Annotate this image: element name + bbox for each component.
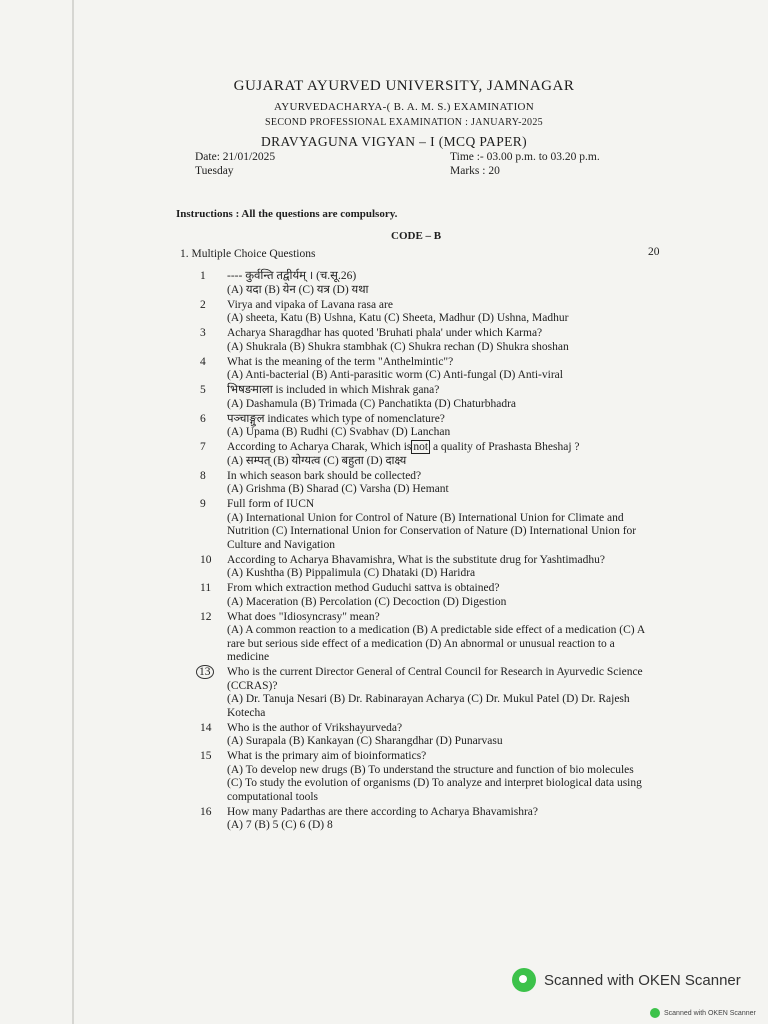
question-options: (A) Grishma (B) Sharad (C) Varsha (D) Hemant xyxy=(227,483,449,495)
question-number: 14 xyxy=(200,721,212,734)
question-text: Acharya Sharagdhar has quoted 'Bruhati phala' under which Karma? xyxy=(227,327,543,339)
question-options: (A) Maceration (B) Percolation (C) Decoction (D) Digestion xyxy=(227,595,507,608)
question-number: 15 xyxy=(200,750,212,762)
question-options: (A) A common reaction to a medication (B) A predictable side effect of a medication (C) A rare but serious side effect of a medication (D) An abnormal or unusual reaction to a medicine xyxy=(227,624,645,663)
scanner-logo-icon xyxy=(512,968,536,992)
question-options: (A) सम्पत् (B) योग्यत्व (C) बहुता (D) दाक्ष्य xyxy=(227,454,407,467)
question-number: 9 xyxy=(200,498,206,510)
question-text: भिषङमाला is included in which Mishrak gana? xyxy=(227,384,440,396)
question-text: In which season bark should be collected? xyxy=(227,469,422,482)
exam-header xyxy=(0,78,768,150)
question-item xyxy=(200,299,650,326)
question-options: (A) Dr. Tanuja Nesari (B) Dr. Rabinarayan Acharya (C) Dr. Mukul Patel (D) Dr. Rajesh Kotecha xyxy=(227,693,630,719)
question-options: (A) Kushtha (B) Pippalimula (C) Dhataki (D) Haridra xyxy=(227,567,476,579)
question-text: What is the meaning of the term "Anthelmintic"? xyxy=(227,355,454,368)
question-options: (A) Anti-bacterial (B) Anti-parasitic worm (C) Anti-fungal (D) Anti-viral xyxy=(227,369,563,381)
question-text: पञ्चाङ्गुल indicates which type of nomenclature? xyxy=(227,412,445,425)
question-number: 6 xyxy=(200,412,206,425)
question-number: 3 xyxy=(200,327,206,339)
university-name: GUJARAT AYURVED UNIVERSITY, JAMNAGAR xyxy=(233,78,575,94)
question-text: How many Padarthas are there according to Acharya Bhavamishra? xyxy=(227,805,539,818)
question-options: (A) Shukrala (B) Shukra stambhak (C) Shukra rechan (D) Shukra shoshan xyxy=(227,340,569,353)
scanner-watermark-text: Scanned with OKEN Scanner xyxy=(544,971,741,989)
question-text: Who is the author of Vrikshayurveda? xyxy=(227,721,403,734)
exam-marks: Marks : 20 xyxy=(450,165,500,177)
exam-day: Tuesday xyxy=(195,165,234,177)
question-number: 1 xyxy=(200,270,206,282)
question-options: (A) International Union for Control of Nature (B) International Union for Climate and Nutrition (C) International Union for Conservation of Nature (D) International Union for Culture and Navigation xyxy=(227,511,637,551)
question-number: 2 xyxy=(200,298,206,311)
question-number: 8 xyxy=(200,469,206,482)
question-text: What is the primary aim of bioinformatics? xyxy=(227,750,427,762)
question-options: (A) sheeta, Katu (B) Ushna, Katu (C) Sheeta, Madhur (D) Ushna, Madhur xyxy=(227,312,569,324)
question-text-after: a quality of Prashasta Bheshaj ? xyxy=(430,441,580,453)
question-item xyxy=(200,327,650,354)
question-text: What does "Idiosyncrasy" mean? xyxy=(227,610,380,623)
question-options: (A) 7 (B) 5 (C) 6 (D) 8 xyxy=(227,819,333,831)
question-item xyxy=(200,470,650,497)
question-text: From which extraction method Guduchi sattva is obtained? xyxy=(227,582,500,594)
question-options: (A) Upama (B) Rudhi (C) Svabhav (D) Lanchan xyxy=(227,426,451,438)
question-options: (A) Dashamula (B) Trimada (C) Panchatikta (D) Chaturbhadra xyxy=(227,397,517,410)
section-marks: 20 xyxy=(648,246,660,258)
question-options: (A) Surapala (B) Kankayan (C) Sharangdhar (D) Punarvasu xyxy=(227,735,503,747)
question-item xyxy=(200,806,650,833)
question-item xyxy=(200,722,650,749)
instructions: Instructions : All the questions are compulsory. xyxy=(176,208,398,220)
question-number: 16 xyxy=(200,805,212,818)
professional-exam: SECOND PROFESSIONAL EXAMINATION : JANUARY-2025 xyxy=(265,117,543,128)
meta-date-block xyxy=(195,150,275,178)
question-item xyxy=(200,554,650,581)
exam-name: AYURVEDACHARYA-( B. A. M. S.) EXAMINATION xyxy=(273,101,535,113)
question-item xyxy=(200,498,650,552)
page-edge-line xyxy=(72,0,74,1024)
question-item xyxy=(200,666,650,720)
question-number: 10 xyxy=(200,553,212,566)
question-text: According to Acharya Bhavamishra, What is the substitute drug for Yashtimadhu? xyxy=(227,553,605,566)
question-text-before: According to Acharya Charak, Which is xyxy=(227,441,412,453)
question-number: 7 xyxy=(200,441,206,453)
boxed-word-not: not xyxy=(413,441,429,453)
question-text: ---- कुर्वन्ति तद्वीर्यम् । (च.सू.26) xyxy=(227,270,357,282)
circled-number: 13 xyxy=(196,665,214,679)
question-text: Who is the current Director General of Central Council for Research in Ayurvedic Science (CCRAS)? xyxy=(227,666,643,692)
question-text xyxy=(227,441,650,455)
question-options: (A) To develop new drugs (B) To understand the structure and function of bio molecules (C) To study the evolution of organisms (D) To analyze and interpret biological data using computational tools xyxy=(227,763,642,803)
scanner-watermark-small xyxy=(650,1008,756,1018)
question-text: Virya and vipaka of Lavana rasa are xyxy=(227,298,393,311)
scanner-watermark-small-text: Scanned with OKEN Scanner xyxy=(664,1009,756,1017)
question-item xyxy=(200,384,650,411)
question-number: 12 xyxy=(200,610,212,623)
question-item xyxy=(200,611,650,665)
question-item xyxy=(200,750,650,804)
question-options: (A) यदा (B) येन (C) यत्र (D) यथा xyxy=(227,283,369,296)
question-item xyxy=(200,356,650,383)
question-item xyxy=(200,582,650,609)
question-text: Full form of IUCN xyxy=(227,498,315,510)
question-item xyxy=(200,413,650,440)
scanner-logo-small-icon xyxy=(650,1008,660,1018)
scanner-watermark xyxy=(512,968,741,992)
paper-code: CODE – B xyxy=(391,230,442,242)
question-number: 11 xyxy=(200,582,212,594)
question-number: 5 xyxy=(200,384,206,396)
question-number: 4 xyxy=(200,355,206,368)
question-item xyxy=(200,270,650,297)
meta-time-block xyxy=(450,150,600,178)
exam-date: Date: 21/01/2025 xyxy=(195,151,276,163)
question-number-circled xyxy=(200,666,227,720)
question-item xyxy=(200,441,650,468)
question-list xyxy=(200,270,650,834)
exam-time: Time :- 03.00 p.m. to 03.20 p.m. xyxy=(450,151,600,163)
paper-title: DRAVYAGUNA VIGYAN – I (MCQ PAPER) xyxy=(260,134,528,149)
section-title: 1. Multiple Choice Questions xyxy=(180,248,316,260)
